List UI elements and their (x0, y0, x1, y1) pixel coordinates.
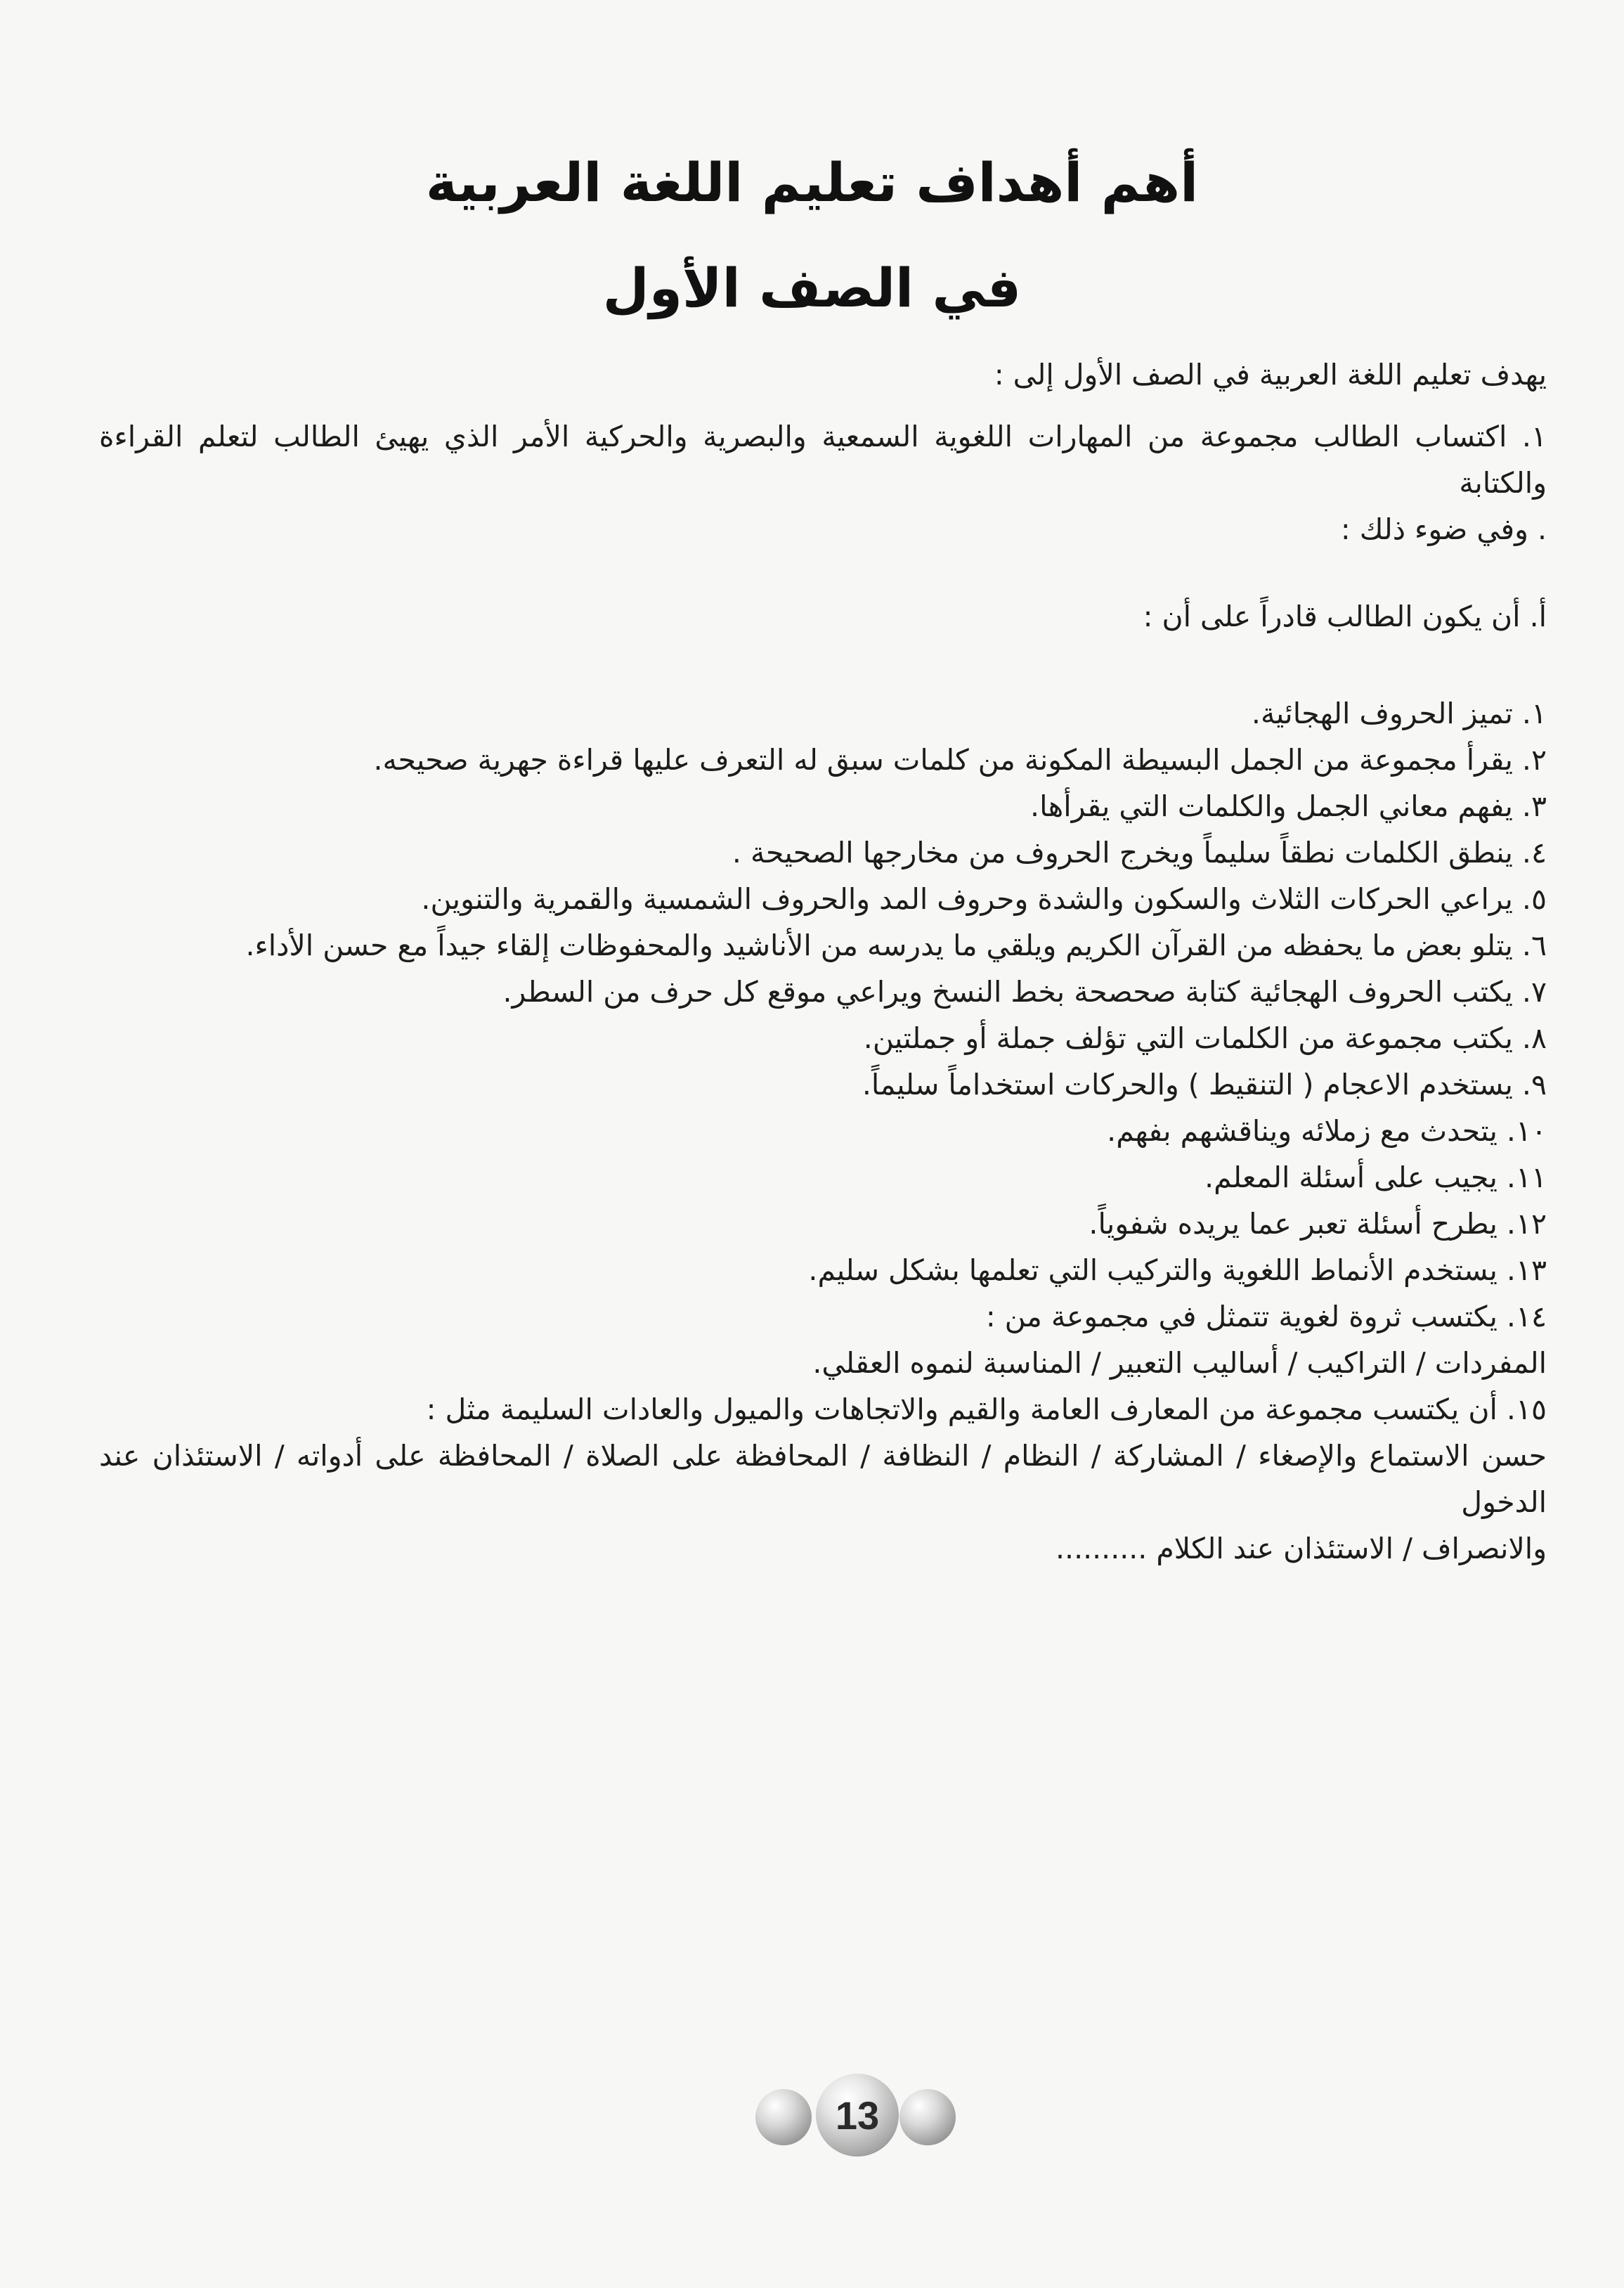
goal-1-line-2: . وفي ضوء ذلك : (1340, 512, 1547, 546)
list-item: ٩. يستخدم الاعجام ( التنقيط ) والحركات استخداماً سليماً. (862, 1068, 1547, 1101)
page-number: 13 (835, 2093, 880, 2138)
item-14-detail: المفردات / التراكيب / أساليب التعبير / المناسبة لنموه العقلي. (812, 1346, 1547, 1380)
list-item: ١٥. أن يكتسب مجموعة من المعارف العامة والقيم والاتجاهات والميول والعادات السليمة مثل : (426, 1392, 1547, 1426)
intro-line: يهدف تعليم اللغة العربية في الصف الأول إلى : (994, 358, 1547, 392)
decorative-sphere-left (755, 2089, 812, 2145)
list-item: ١٤. يكتسب ثروة لغوية تتمثل في مجموعة من : (985, 1300, 1547, 1333)
list-item: ٦. يتلو بعض ما يحفظه من القرآن الكريم ويلقي ما يدرسه من الأناشيد والمحفوظات إلقاء جيداً مع حسن الأداء. (245, 929, 1547, 962)
page-title: أهم أهداف تعليم اللغة العربية (425, 151, 1199, 214)
title-block (0, 144, 1624, 327)
page-subtitle: في الصف الأول (602, 257, 1022, 319)
item-15-detail-line-1: حسن الاستماع والإصغاء / المشاركة / النظام / النظافة / المحافظة على الصلاة / المحافظة على أدواته / الاستئذان عند الدخول (99, 1439, 1547, 1519)
page-number-badge (755, 2074, 966, 2151)
list-item: ٣. يفهم معاني الجمل والكلمات التي يقرأها. (1030, 789, 1547, 823)
list-item: ٥. يراعي الحركات الثلاث والسكون والشدة وحروف المد والحروف الشمسية والقمرية والتنوين. (421, 882, 1547, 916)
list-item: ٧. يكتب الحروف الهجائية كتابة صحصحة بخط النسخ ويراعي موقع كل حرف من السطر. (502, 975, 1547, 1009)
sub-goal-a: أ. أن يكون الطالب قادراً على أن : (1143, 600, 1547, 633)
decorative-sphere-right (899, 2089, 956, 2145)
list-item: ٢. يقرأ مجموعة من الجمل البسيطة المكونة من كلمات سبق له التعرف عليها قراءة جهرية صحيحه. (373, 743, 1547, 777)
list-item: ١٢. يطرح أسئلة تعبر عما يريده شفوياً. (1089, 1207, 1547, 1241)
list-item: ١. تميز الحروف الهجائية. (1251, 697, 1547, 730)
list-item: ١٠. يتحدث مع زملائه ويناقشهم بفهم. (1107, 1114, 1547, 1148)
list-item: ١١. يجيب على أسئلة المعلم. (1204, 1161, 1547, 1194)
body-text (99, 351, 1547, 1572)
list-item: ١٣. يستخدم الأنماط اللغوية والتركيب التي تعلمها بشكل سليم. (808, 1253, 1547, 1287)
item-15-detail-line-2: والانصراف / الاستئذان عند الكلام .......... (1055, 1532, 1547, 1565)
list-item: ٤. ينطق الكلمات نطقاً سليماً ويخرج الحروف من مخارجها الصحيحة . (732, 836, 1547, 870)
list-item: ٨. يكتب مجموعة من الكلمات التي تؤلف جملة أو جملتين. (863, 1021, 1547, 1055)
goal-1-line-1: ١. اكتساب الطالب مجموعة من المهارات اللغوية السمعية والبصرية والحركية الأمر الذي يهيئ الطالب لتعلم القراءة والكتابة (99, 420, 1547, 500)
page-number-sphere (816, 2074, 899, 2157)
